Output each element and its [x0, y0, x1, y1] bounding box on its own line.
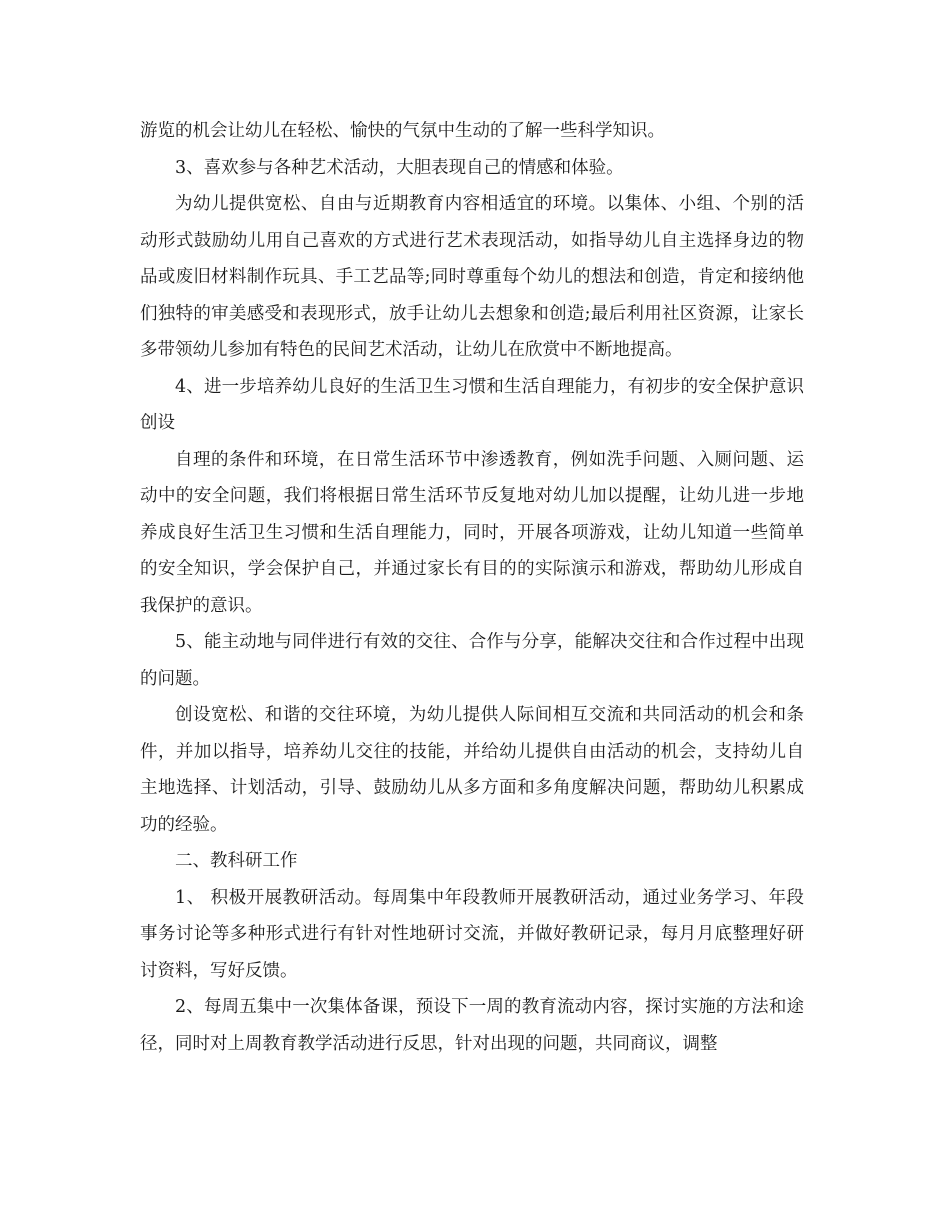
- paragraph-4: 4、进一步培养幼儿良好的生活卫生习惯和生活自理能力，有初步的安全保护意识创设: [140, 376, 804, 433]
- paragraph-9: 1、 积极开展教研活动。每周集中年段教师开展教研活动，通过业务学习、年段事务讨论等多种形式进行有针对性地研讨交流，并做好教研记录，每月月底整理好研讨资料，写好反馈。: [140, 887, 804, 981]
- paragraph-2: 3、喜欢参与各种艺术活动，大胆表现自己的情感和体验。: [175, 157, 624, 178]
- paragraph-3: 为幼儿提供宽松、自由与近期教育内容相适宜的环境。以集体、小组、个别的活动形式鼓励幼儿用自己喜欢的方式进行艺术表现活动，如指导幼儿自主选择身边的物品或废旧材料制作玩具、手工艺品等;同时尊重每个幼儿的想法和创造，肯定和接纳他们独特的审美感受和表现形式，放手让幼儿去想象和创造;最后利用社区资源，让家长多带领幼儿参加有特色的民间艺术活动，让幼儿在欣赏中不断地提高。: [140, 194, 804, 360]
- paragraph-5: 自理的条件和环境，在日常生活环节中渗透教育，例如洗手问题、入厕问题、运动中的安全问题，我们将根据日常生活环节反复地对幼儿加以提醒，让幼儿进一步地养成良好生活卫生习惯和生活自理能力，同时，开展各项游戏，让幼儿知道一些简单的安全知识，学会保护自己，并通过家长有目的的实际演示和游戏，帮助幼儿形成自我保护的意识。: [140, 449, 804, 616]
- paragraph-7: 创设宽松、和谐的交往环境，为幼儿提供人际间相互交流和共同活动的机会和条件，并加以指导，培养幼儿交往的技能，并给幼儿提供自由活动的机会，支持幼儿自主地选择、计划活动，引导、鼓励幼儿从多方面和多角度解决问题，帮助幼儿积累成功的经验。: [140, 705, 804, 835]
- paragraph-10: 2、每周五集中一次集体备课，预设下一周的教育流动内容，探讨实施的方法和途径，同时对上周教育教学活动进行反思，针对出现的问题，共同商议，调整: [140, 997, 804, 1054]
- section-heading: 二、教科研工作: [175, 851, 298, 871]
- paragraph-6: 5、能主动地与同伴进行有效的交往、合作与分享，能解决交往和合作过程中出现的问题。: [140, 632, 804, 689]
- document-page: [140, 113, 804, 1062]
- paragraph-1: 游览的机会让幼儿在轻松、愉快的气氛中生动的了解一些科学知识。: [140, 121, 665, 141]
